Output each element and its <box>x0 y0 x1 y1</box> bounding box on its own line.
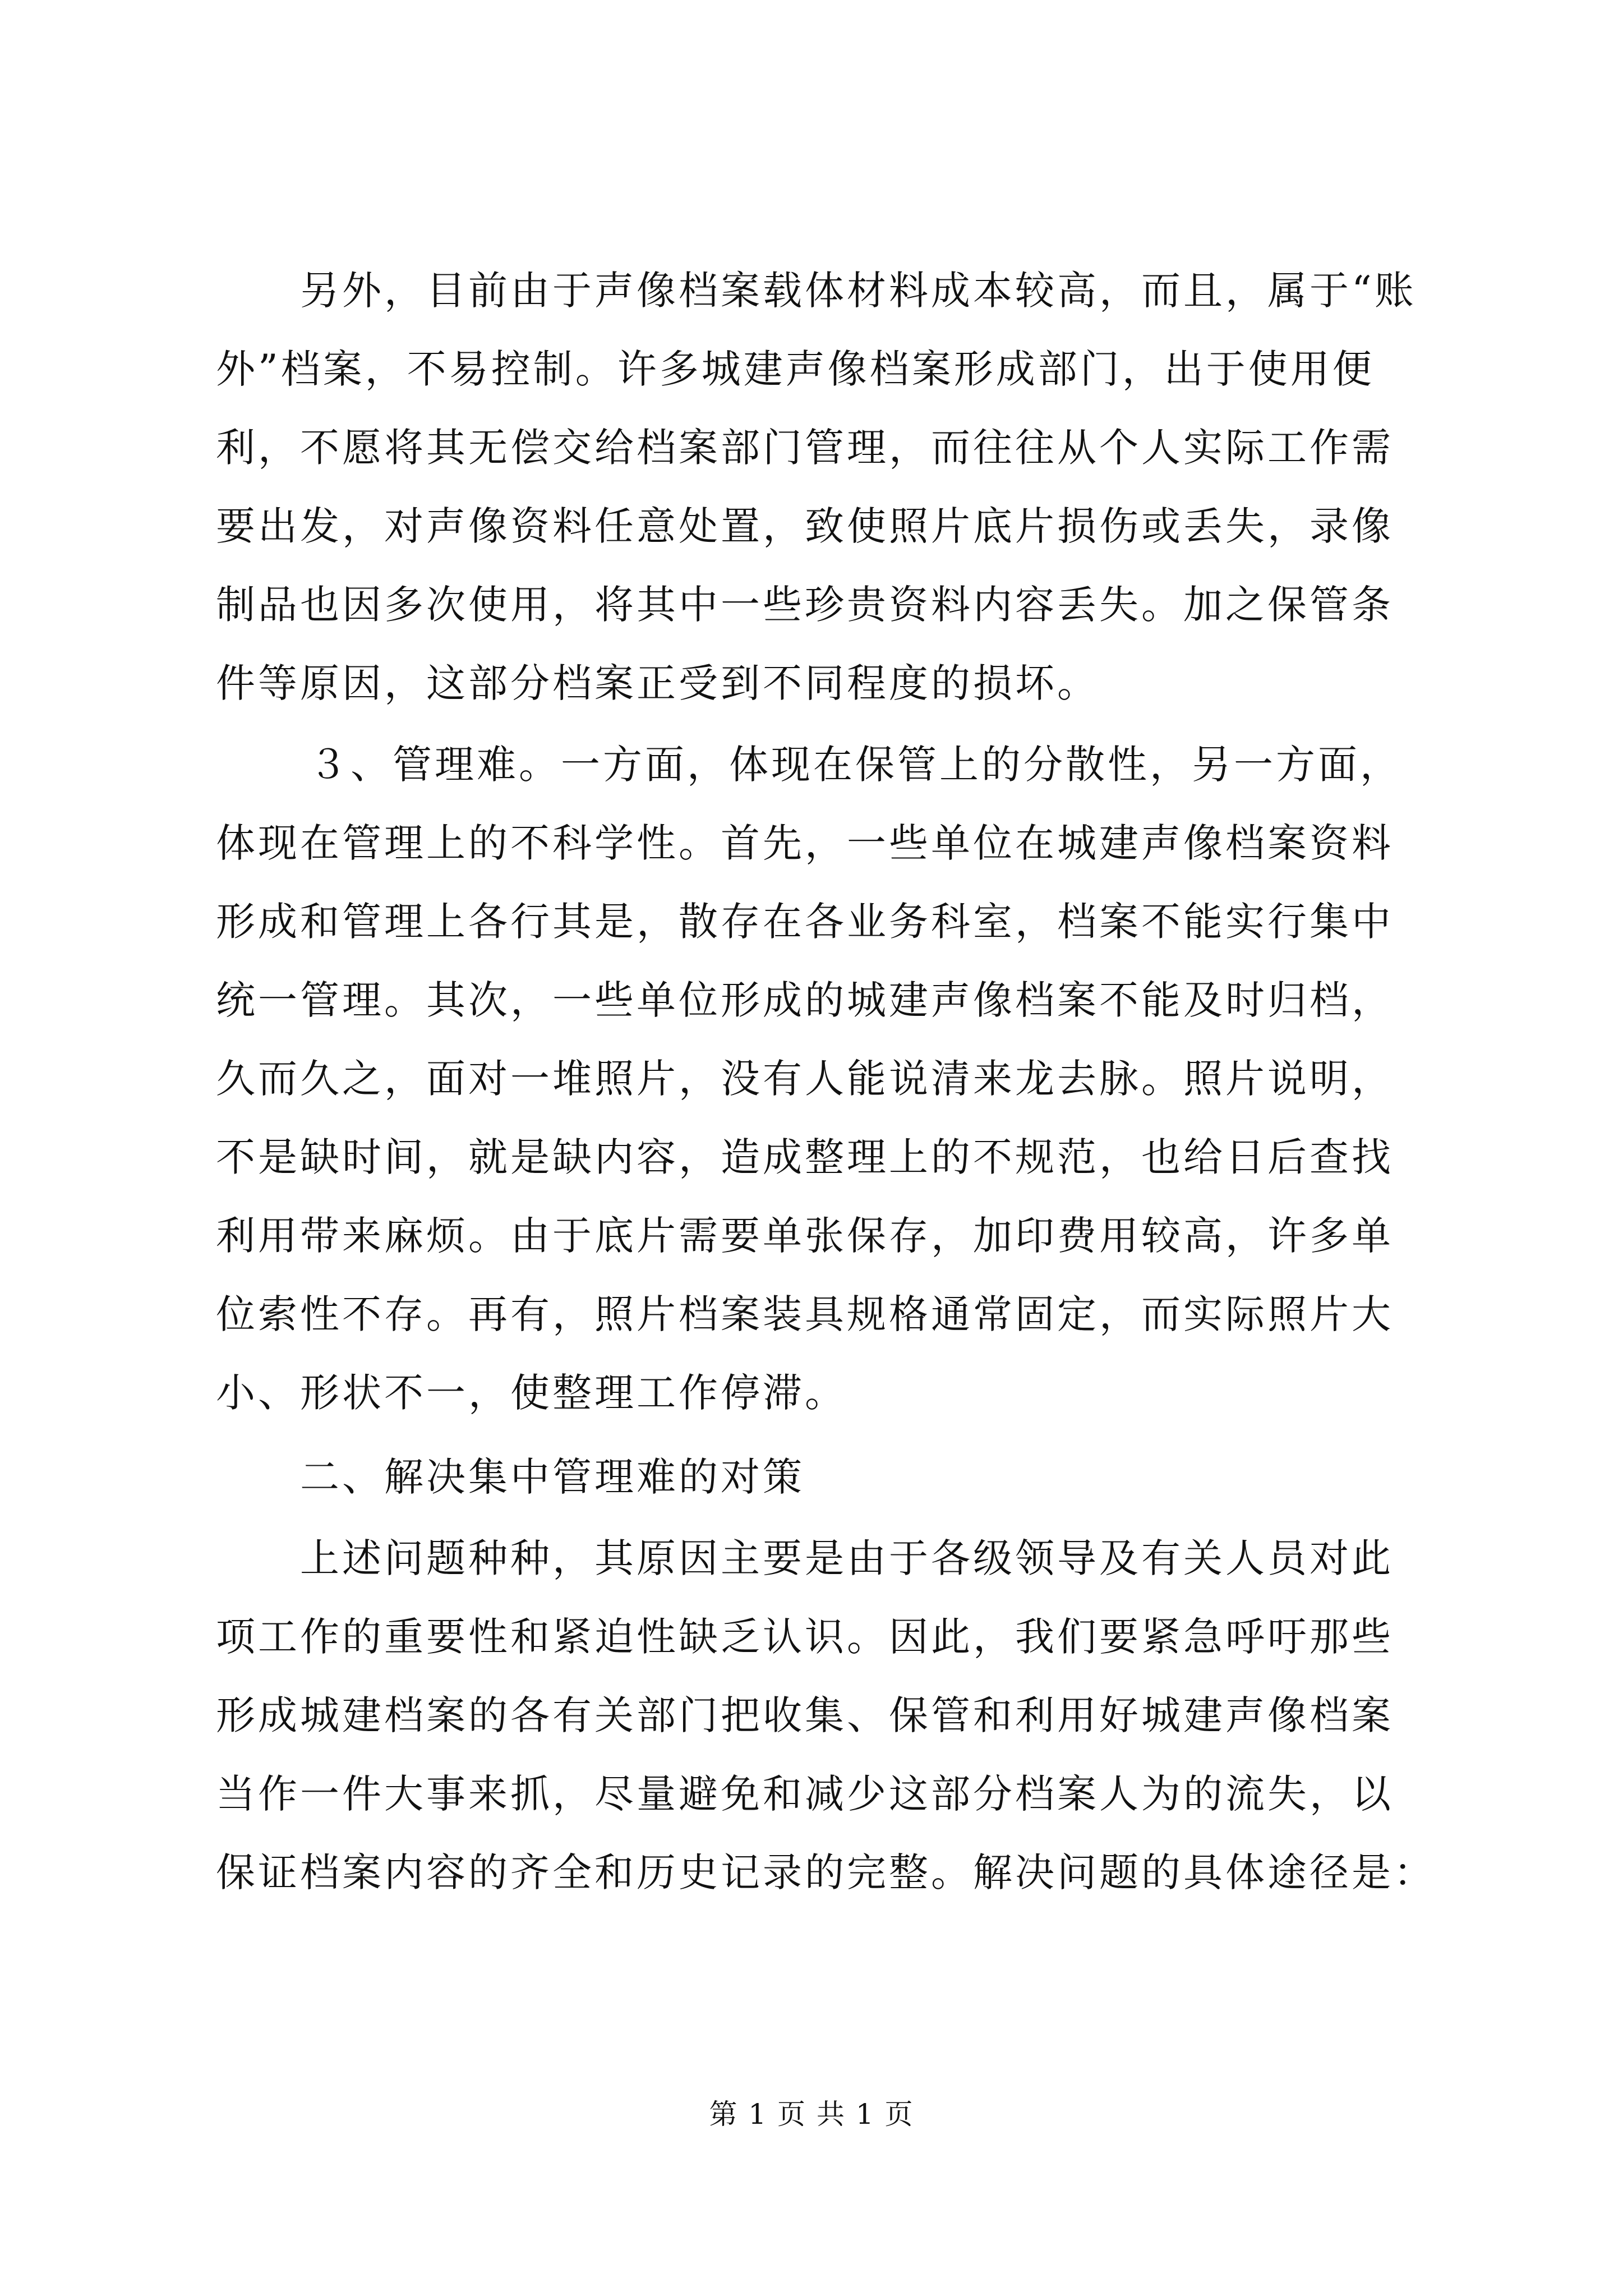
text-line-21: 保证档案内容的齐全和历史记录的完整。解决问题的具体途径是： <box>216 1849 1436 1895</box>
text-line-19: 形成城建档案的各有关部门把收集、保管和利用好城建声像档案 <box>216 1692 1394 1738</box>
text-line-3: 利，不愿将其无偿交给档案部门管理，而往往从个人实际工作需 <box>216 425 1394 471</box>
text-line-7: ３、管理难。一方面，体现在保管上的分散性，另一方面， <box>308 742 1402 788</box>
text-line-12: 不是缺时间，就是缺内容，造成整理上的不规范，也给日后查找 <box>216 1134 1394 1180</box>
text-line-13: 利用带来麻烦。由于底片需要单张保存，加印费用较高，许多单 <box>216 1213 1394 1259</box>
text-line-9: 形成和管理上各行其是，散存在各业务科室，档案不能实行集中 <box>216 899 1394 945</box>
text-line-4: 要出发，对声像资料任意处置，致使照片底片损伤或丢失，录像 <box>216 503 1394 549</box>
text-line-11: 久而久之，面对一堆照片，没有人能说清来龙去脉。照片说明， <box>216 1056 1394 1102</box>
page-footer: 第 1 页 共 1 页 <box>709 2098 914 2131</box>
text-line-20: 当作一件大事来抓，尽量避免和减少这部分档案人为的流失，以 <box>216 1771 1394 1817</box>
text-line-2: 外”档案，不易控制。许多城建声像档案形成部门，出于使用便 <box>216 346 1375 392</box>
text-line-14: 位索性不存。再有，照片档案装具规格通常固定，而实际照片大 <box>216 1291 1394 1337</box>
text-line-15: 小、形状不一，使整理工作停滞。 <box>216 1370 847 1416</box>
text-line-1: 另外，目前由于声像档案载体材料成本较高，而且，属于“账 <box>300 268 1417 314</box>
text-line-8: 体现在管理上的不科学性。首先，一些单位在城建声像档案资料 <box>216 820 1394 866</box>
text-line-10: 统一管理。其次，一些单位形成的城建声像档案不能及时归档， <box>216 977 1394 1023</box>
text-line-5: 制品也因多次使用，将其中一些珍贵资料内容丢失。加之保管条 <box>216 582 1394 628</box>
text-line-18: 项工作的重要性和紧迫性缺乏认识。因此，我们要紧急呼吁那些 <box>216 1614 1394 1660</box>
text-line-6: 件等原因，这部分档案正受到不同程度的损坏。 <box>216 660 1099 706</box>
text-line-17: 上述问题种种，其原因主要是由于各级领导及有关人员对此 <box>300 1535 1394 1581</box>
section-heading: 二、解决集中管理难的对策 <box>300 1454 805 1500</box>
